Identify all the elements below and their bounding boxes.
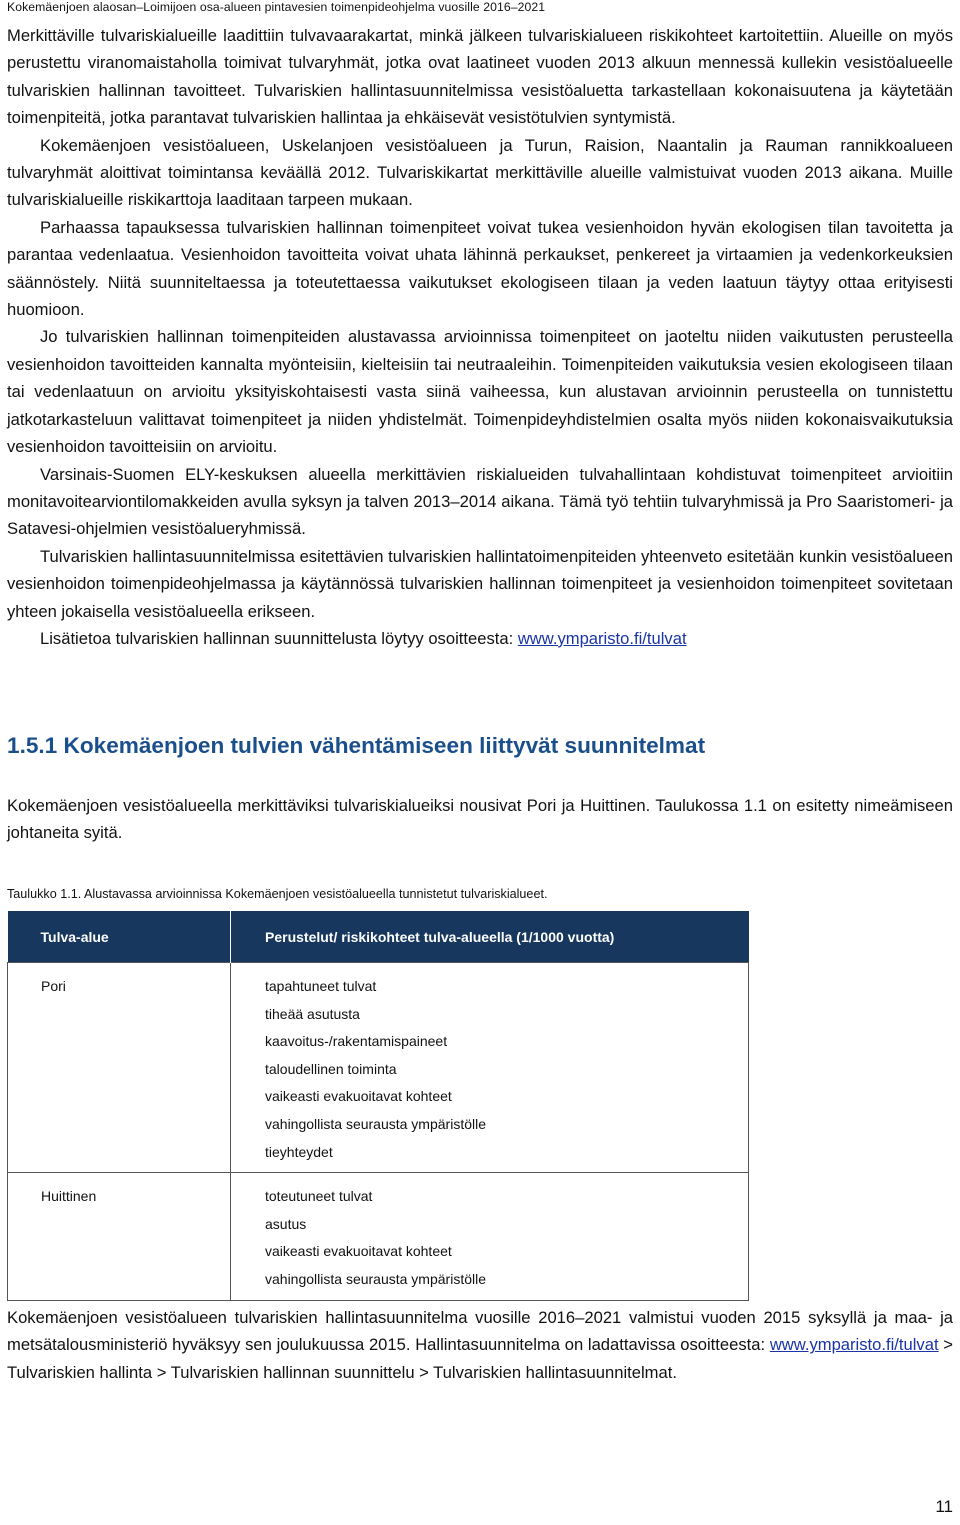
reason-item: vahingollista seurausta ympäristölle bbox=[265, 1115, 486, 1132]
paragraph: Varsinais-Suomen ELY-keskuksen alueella merkittävien riskialueiden tulvahallintaan kohdistuvat toimenpiteet arvioitiin monitavoitearviontilomakkeiden avulla syksyn ja talven 2013–2014 aikana. Tämä työ tehtiin tulvaryhmissä ja Pro Saaristomeri- ja Satavesi-ohjelmien vesistöalueryhmissä. bbox=[7, 464, 953, 539]
reason-item: asutus bbox=[265, 1215, 307, 1232]
table-row bbox=[8, 1173, 749, 1300]
intro-text bbox=[7, 22, 953, 652]
reason-item: kaavoitus-/rakentamispaineet bbox=[265, 1033, 448, 1050]
paragraph: Tulvariskien hallintasuunnitelmissa esitettävien tulvariskien hallintatoimenpiteiden yhteenveto esitetään kunkin vesistöalueen vesienhoidon toimenpideohjelmassa ja käytännössä tulvariskien hallinnan toimenpiteet ja vesienhoidon toimenpiteet sovitetaan yhteen jokaisella vesistöalueella erikseen. bbox=[7, 546, 953, 621]
flood-risk-table bbox=[7, 911, 749, 1301]
table-row bbox=[8, 963, 749, 1173]
reason-item: vaikeasti evakuoitavat kohteet bbox=[265, 1243, 452, 1260]
header-area: Tulva-alue bbox=[8, 911, 231, 963]
section-heading: 1.5.1 Kokemäenjoen tulvien vähentämiseen liittyvät suunnitelmat bbox=[7, 733, 706, 758]
paragraph: Kokemäenjoen vesistöalueen, Uskelanjoen vesistöalueen ja Turun, Raision, Naantalin ja Rauman rannikkoalueen tulvaryhmät aloittivat toimintansa keväällä 2012. Tulvariskikartat merkittäville alueille valmistuivat vuoden 2013 aikana. Muille tulvariskialueille riskikarttoja laaditaan tarpeen mukaan. bbox=[7, 135, 953, 210]
ymparisto-link[interactable]: www.ymparisto.fi/tulvat bbox=[517, 628, 687, 648]
paragraph: Parhaassa tapauksessa tulvariskien hallinnan toimenpiteet voivat tukea vesienhoidon hyvän ekologisen tilan tavoitetta ja parantaa vedenlaatua. Vesienhoidon tavoitteita voivat uhata lähinnä perkaukset, penkereet ja virtaamien ja vedenkorkeuksien säännöstely. Niitä suunniteltaessa ja toteutettaessa vaikutukset ekologiseen tilaan ja veden laatuun täytyy ottaa erityisesti huomioon. bbox=[7, 217, 953, 320]
reason-item: taloudellinen toiminta bbox=[265, 1060, 397, 1077]
reason-item: tiheää asutusta bbox=[265, 1005, 360, 1022]
closing-path: > Tulvariskien hallinta > Tulvariskien hallinnan suunnittelu > Tulvariskien hallintasuunnitelmat. bbox=[7, 1335, 953, 1382]
reasons-cell bbox=[231, 963, 749, 1173]
paragraph: Merkittäville tulvariskialueille laadittiin tulvavaarakartat, minkä jälkeen tulvariskialueen riskikohteet kartoitettiin. Alueille on myös perustettu viranomaistaholla toimivat tulvaryhmät, jotka ovat laatineet vuoden 2013 alkuun mennessä kullekin vesistöalueelle tulvariskien hallinnan tavoitteet. Tulvariskien hallintasuunnitelmissa vesistöaluetta tarkastellaan kokonaisuutena ja käytetään toimenpiteitä, jotka parantavat tulvariskien hallintaa ja ehkäisevät vesistötulvien syntymistä. bbox=[7, 26, 953, 128]
paragraph-more-info bbox=[7, 625, 953, 652]
closing-text-start: Kokemäenjoen vesistöalueen tulvariskien hallintasuunnitelma vuosille 2016–2021 valmistui vuoden 2015 syksyllä ja maa- ja metsätalousministeriö hyväksyy sen joulukuussa 2015. Hallintasuunnitelma on ladattavissa osoitteesta: bbox=[7, 1308, 953, 1355]
ymparisto-link[interactable]: www.ymparisto.fi/tulvat bbox=[769, 1335, 939, 1355]
area-cell: Pori bbox=[8, 963, 231, 1173]
closing-text bbox=[7, 1304, 953, 1386]
table-header-row bbox=[8, 911, 749, 963]
paragraph bbox=[7, 1304, 953, 1386]
reason-item: vaikeasti evakuoitavat kohteet bbox=[265, 1088, 452, 1105]
reason-item: toteutuneet tulvat bbox=[265, 1188, 373, 1205]
paragraph: Kokemäenjoen vesistöalueella merkittäviksi tulvariskialueiksi nousivat Pori ja Huittinen. Taulukossa 1.1 on esitetty nimeämiseen johtaneita syitä. bbox=[7, 796, 953, 843]
reason-item: vahingollista seurausta ympäristölle bbox=[265, 1270, 486, 1287]
header-reasons: Perustelut/ riskikohteet tulva-alueella (1/1000 vuotta) bbox=[231, 911, 749, 963]
page-number: 11 bbox=[935, 1497, 953, 1516]
section-body bbox=[7, 792, 953, 847]
table-caption: Taulukko 1.1. Alustavassa arvioinnissa Kokemäenjoen vesistöalueella tunnistetut tulvariskialueet. bbox=[7, 887, 548, 901]
reason-item: tieyhteydet bbox=[265, 1143, 333, 1160]
paragraph: Jo tulvariskien hallinnan toimenpiteiden alustavassa arvioinnissa toimenpiteet on jaoteltu niiden vaikutusten perusteella vesienhoidon tavoitteiden kannalta myönteisiin, kielteisiin tai neutraaleihin. Toimenpiteiden vaikutuksia vesien ekologiseen tilaan tai vedenlaatuun on arvioitu yksityiskohtaisesti vasta siinä vaiheessa, kun alustavan arvioinnin perusteella on tunnistettu jatkotarkasteluun valittavat toimenpiteet ja niiden yhdistelmät. Toimenpideyhdistelmien osalta myös niiden kokonaisvaikutuksia vesienhoidon tavoitteisiin on arvioitu. bbox=[7, 327, 953, 457]
reason-item: tapahtuneet tulvat bbox=[265, 978, 377, 994]
more-info-text: Lisätietoa tulvariskien hallinnan suunnittelusta löytyy osoitteesta: bbox=[40, 628, 518, 648]
running-header: Kokemäenjoen alaosan–Loimijoen osa-alueen pintavesien toimenpideohjelma vuosille 2016–2021 bbox=[7, 0, 546, 14]
reasons-cell bbox=[231, 1173, 749, 1300]
area-cell: Huittinen bbox=[8, 1173, 231, 1300]
